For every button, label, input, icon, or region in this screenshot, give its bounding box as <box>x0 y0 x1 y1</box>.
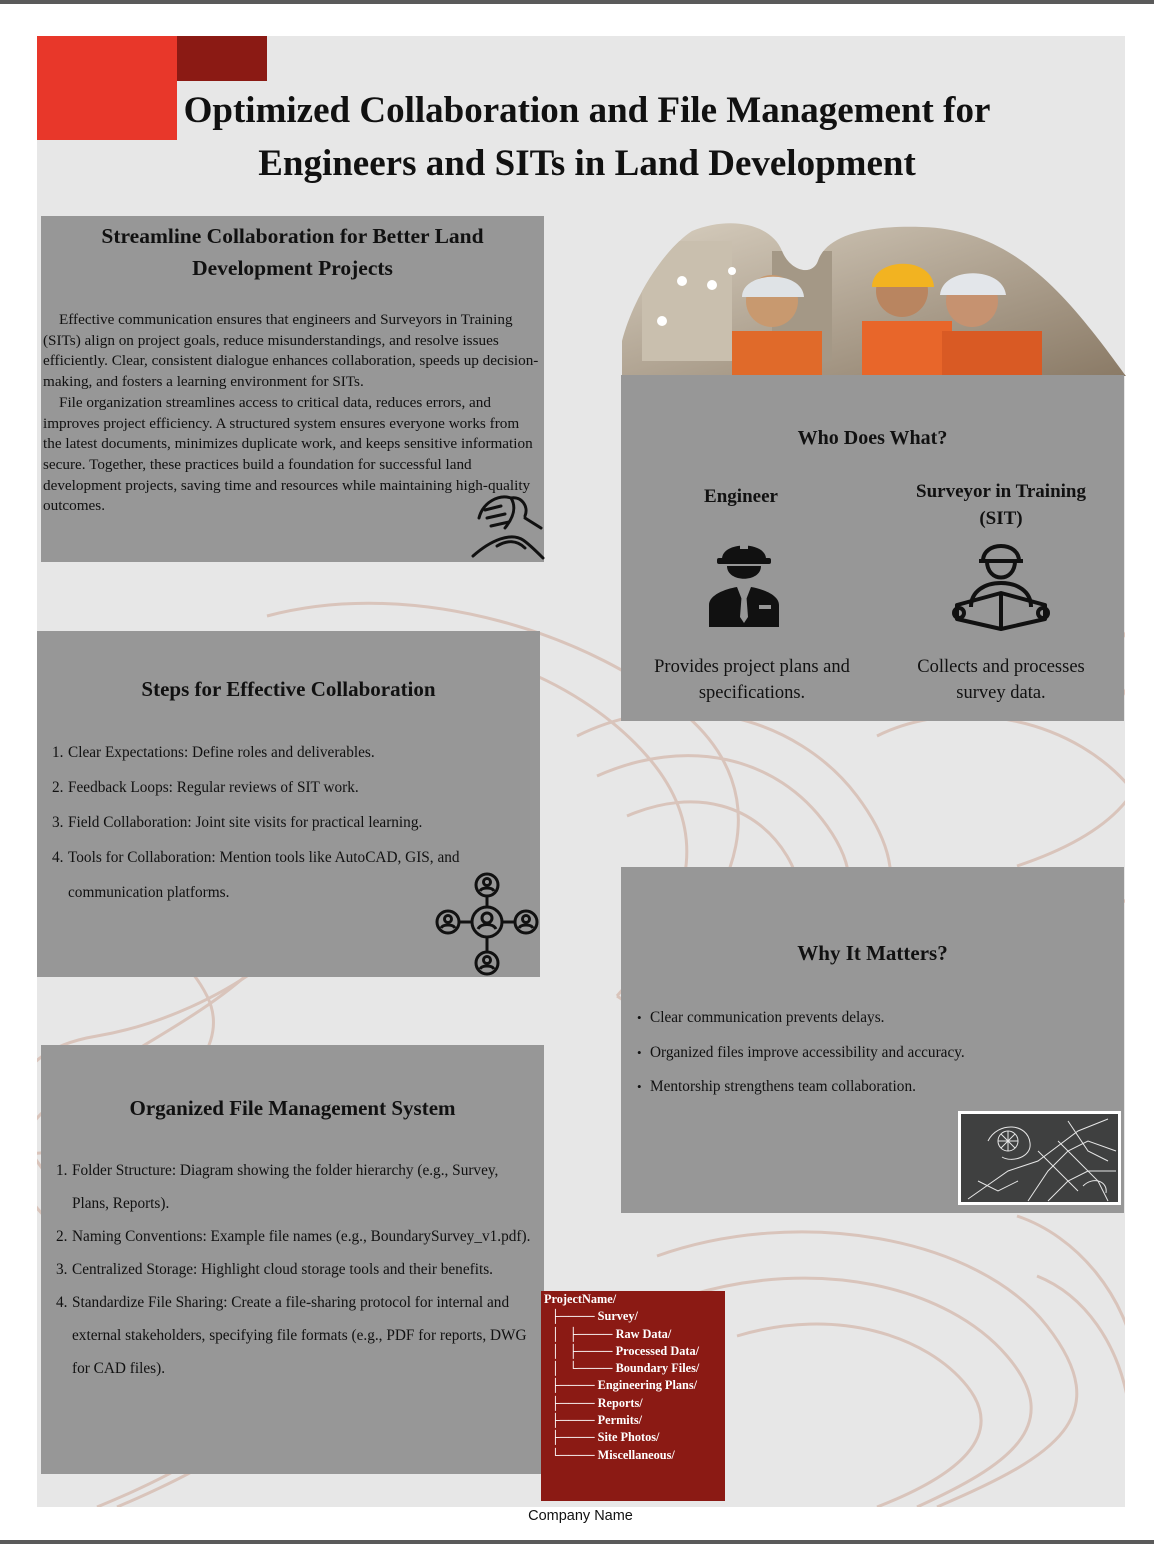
roles-card <box>621 375 1124 721</box>
folder-tree <box>541 1291 725 1501</box>
intro-card <box>41 216 544 562</box>
tree-line: ├──── Site Photos/ <box>551 1430 660 1445</box>
engineer-title: Engineer <box>704 486 778 507</box>
engineer-icon <box>707 535 781 627</box>
handshake-icon <box>471 488 545 562</box>
list-item: • Clear communication prevents delays. <box>637 1009 1097 1026</box>
list-item: 3. Field Collaboration: Joint site visits for practical learning. <box>52 814 423 831</box>
list-item: 3. Centralized Storage: Highlight cloud storage tools and their benefits. <box>56 1261 493 1278</box>
list-item: 2. Naming Conventions: Example file names (e.g., BoundarySurvey_v1.pdf). <box>56 1228 531 1245</box>
team-network-icon <box>435 871 539 977</box>
surveyor-icon <box>951 535 1051 631</box>
top-border <box>0 0 1154 4</box>
tree-line: ├──── Permits/ <box>551 1413 643 1428</box>
list-item: 4. Tools for Collaboration: Mention tools like AutoCAD, GIS, and communication platforms. <box>52 849 460 901</box>
accent-square-red <box>37 36 177 140</box>
files-heading: Organized File Management System <box>129 1096 456 1120</box>
tree-line: ├──── Engineering Plans/ <box>551 1378 698 1393</box>
intro-paragraph: File organization streamlines access to critical data, reduces errors, and improves project efficiency. A structured system ensures everyone works from the latest documents, minimizes duplicate work, and keeps sensitive information secure. Together, these practices build a foundation for successful land development projects, saving time and resources while maintaining high-quality outcomes. <box>43 393 533 515</box>
engineers-photo <box>622 221 1126 376</box>
files-list <box>44 1154 539 1385</box>
list-item: 1. Folder Structure: Diagram showing the folder hierarchy (e.g., Survey, Plans, Reports). <box>56 1162 499 1212</box>
sit-description: Collects and processes survey data. <box>917 657 1085 703</box>
engineer-description: Provides project plans and specifications. <box>654 657 850 703</box>
company-name: Company Name <box>528 1508 633 1524</box>
list-item: 2. Feedback Loops: Regular reviews of SIT work. <box>52 779 359 796</box>
roles-heading: Who Does What? <box>797 427 948 449</box>
steps-heading: Steps for Effective Collaboration <box>141 677 436 701</box>
poster-title: Optimized Collaboration and File Management for Engineers and SITs in Land Development <box>183 90 991 184</box>
intro-body <box>43 310 541 517</box>
accent-square-dark <box>177 36 267 81</box>
city-map-image <box>958 1111 1121 1205</box>
tree-line: └──── Miscellaneous/ <box>551 1447 675 1462</box>
intro-heading: Streamline Collaboration for Better Land Development Projects <box>101 224 484 280</box>
list-item: 1. Clear Expectations: Define roles and deliverables. <box>52 744 375 761</box>
sit-title: Surveyor in Training (SIT) <box>916 481 1086 529</box>
files-card <box>41 1045 544 1474</box>
tree-line: ├──── Reports/ <box>551 1395 643 1410</box>
steps-card <box>37 631 540 977</box>
tree-line: │ └──── Boundary Files/ <box>551 1361 700 1376</box>
list-item: 4. Standardize File Sharing: Create a file-sharing protocol for internal and external stakeholders, specifying file formats (e.g., PDF for reports, DWG for CAD files). <box>56 1294 527 1377</box>
tree-line: │ ├──── Processed Data/ <box>551 1343 700 1358</box>
tree-line: │ ├──── Raw Data/ <box>551 1326 672 1341</box>
why-heading: Why It Matters? <box>797 941 948 965</box>
intro-paragraph: Effective communication ensures that engineers and Surveyors in Training (SITs) align on project goals, reduce misunderstandings, and resolve issues efficiently. Clear, consistent dialogue enhances collaboration, speeds up decision-making, and fosters a learning environment for SITs. <box>43 311 539 391</box>
list-item: • Organized files improve accessibility and accuracy. <box>637 1044 1097 1061</box>
why-list <box>637 1009 1097 1113</box>
list-item: • Mentorship strengthens team collaboration. <box>637 1078 1097 1095</box>
tree-line: ├──── Survey/ <box>551 1309 638 1324</box>
bottom-border <box>0 1540 1154 1544</box>
tree-root: ProjectName/ <box>544 1292 617 1306</box>
